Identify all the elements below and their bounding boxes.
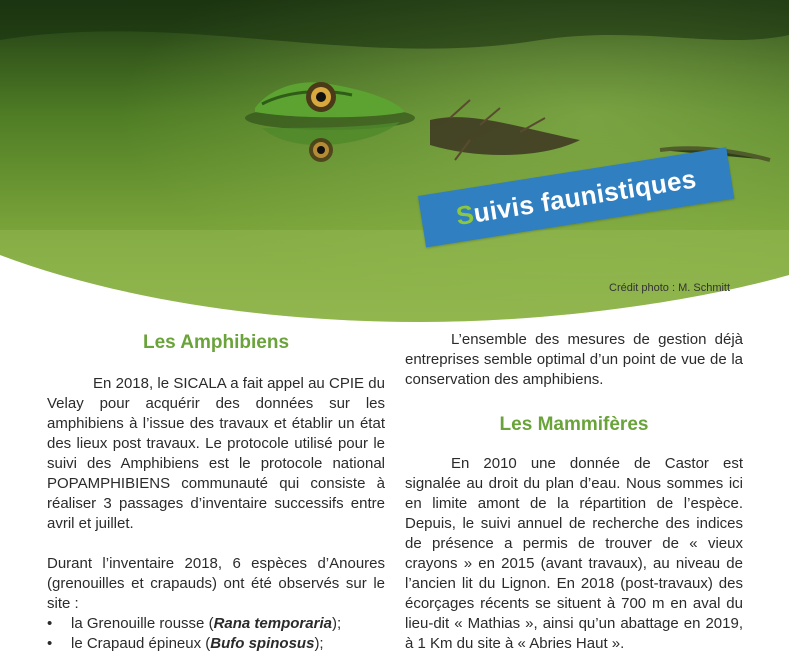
banner-first-letter: S	[453, 198, 477, 231]
amphibians-paragraph-1: En 2018, le SICALA a fait appel au CPIE du Velay pour acquérir des données sur les amphibiens à l’issue des travaux et établir un état des lieux post travaux. Le protocole utilisé pour le suivi des Amphibiens est le protocole national POPAMPHIBIENS communauté qui consiste à réaliser 3 passages d’inventaire successifs entre avril et juillet.	[47, 375, 385, 532]
mammals-heading: Les Mammifères	[499, 414, 649, 435]
right-column	[405, 330, 743, 654]
species-list	[47, 614, 385, 654]
amphibians-heading: Les Amphibiens	[142, 332, 290, 353]
mammals-paragraph: En 2010 une donnée de Castor est signalée au droit du plan d’eau. Nous sommes ici en limite amont de la répartition de l’espèce. Depuis, le suivi annuel de recherche des indices de présence a permis de trouver de « vieux crayons » en 2015 (avant travaux), au niveau de l’ancien lit du Lignon. En 2018 (post-travaux) des écorçages récents se situent à 700 m en aval du lieu-dit « Mathias », ainsi qu’un abattage en 2019, à 1 Km du site à « Abries Haut ».	[405, 455, 743, 652]
banner-title: uivis faunistiques	[471, 162, 699, 228]
list-item: • le Crapaud épineux (Bufo spinosus);	[47, 634, 385, 654]
list-item: • la Grenouille rousse (Rana temporaria);	[47, 614, 385, 634]
amphibians-paragraph-2: Durant l’inventaire 2018, 6 espèces d’Anoures (grenouilles et crapauds) ont été observés sur le site :	[47, 555, 385, 612]
left-column	[47, 330, 385, 654]
photo-credit: Crédit photo : M. Schmitt	[609, 282, 731, 294]
amphibians-conclusion: L’ensemble des mesures de gestion déjà entreprises semble optimal d’un point de vue de la conservation des amphibiens.	[405, 331, 743, 388]
